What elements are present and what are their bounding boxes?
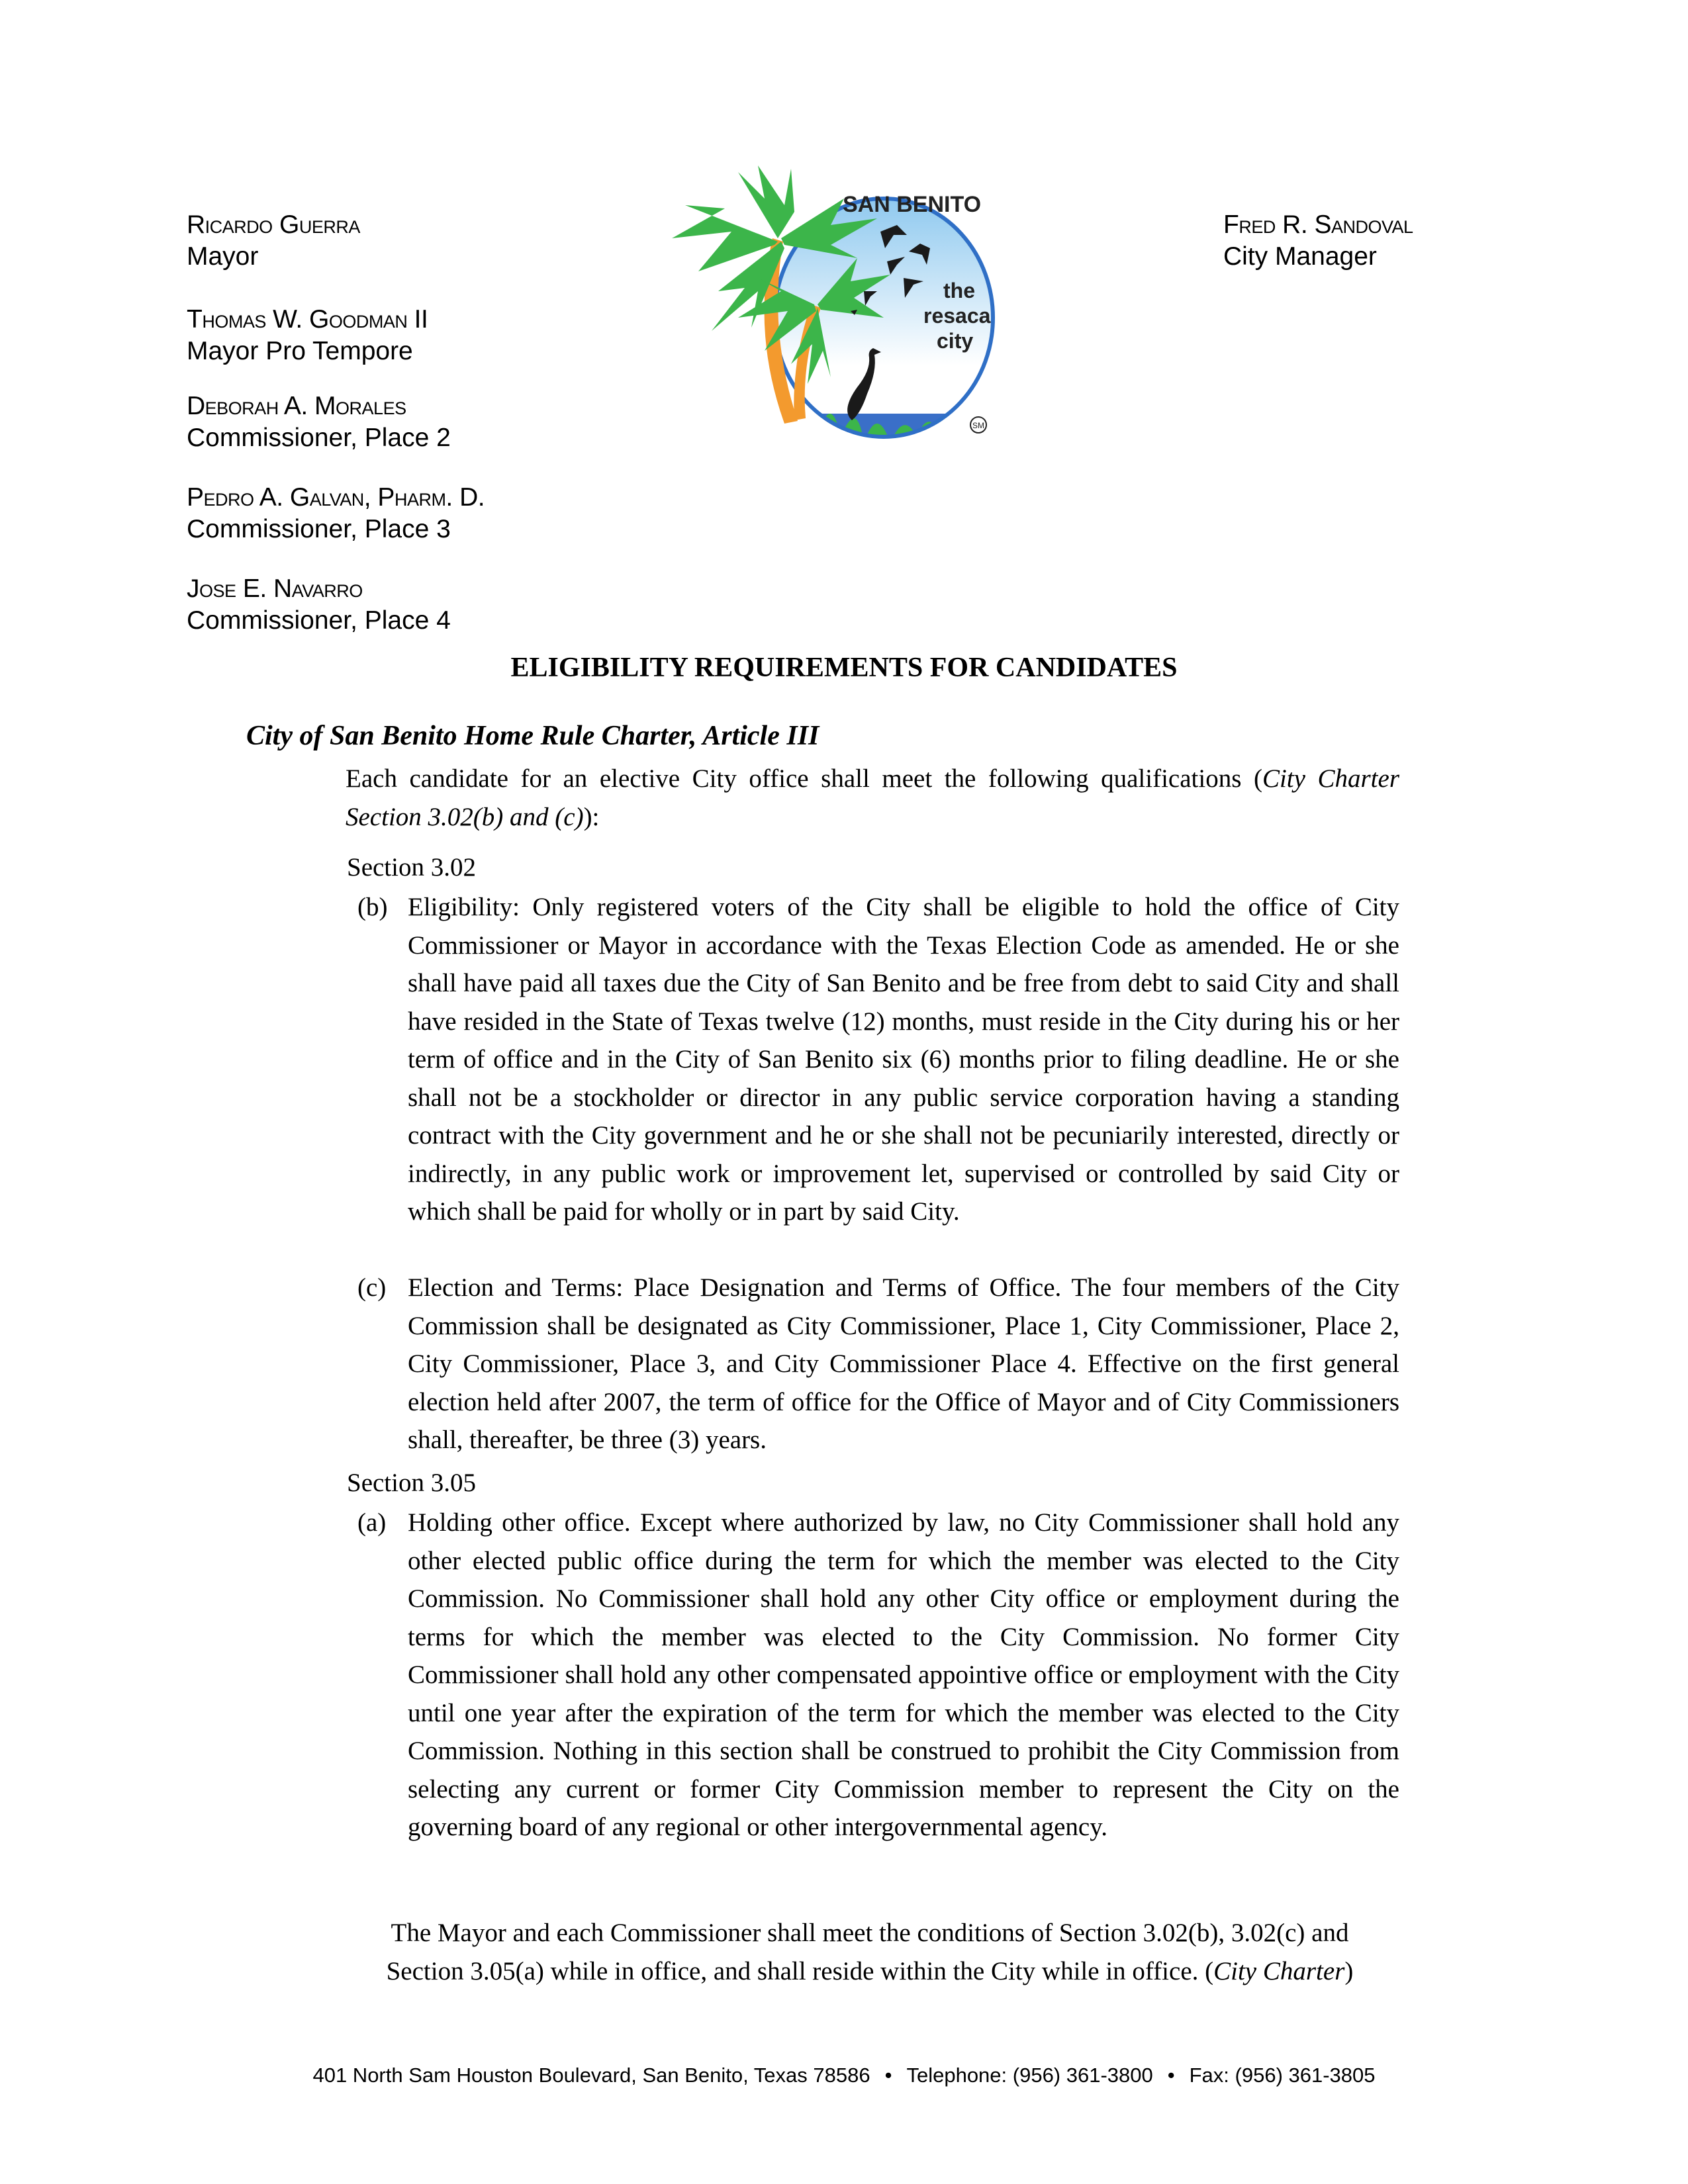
section-item-3-02-b (357, 888, 1399, 1231)
city-logo (659, 159, 1016, 457)
manager-name: Fred R. Sandoval (1223, 210, 1413, 239)
section-label: Section 3.02 (347, 853, 476, 882)
intro-text: Each candidate for an elective City office shall meet the following qualifications ( (346, 764, 1262, 793)
charter-heading: City of San Benito Home Rule Charter, Article III (246, 721, 820, 751)
official-mayor-pro-tempore (187, 304, 428, 367)
official-commissioner-place-3 (187, 482, 485, 545)
official-name: Thomas W. Goodman II (187, 305, 428, 334)
footer-address: 401 North Sam Houston Boulevard, San Benito, Texas 78586 (312, 2064, 870, 2087)
closing-line-2 (340, 1952, 1399, 1991)
footer (0, 2064, 1688, 2087)
official-title: Commissioner, Place 4 (187, 606, 451, 635)
official-title: Commissioner, Place 2 (187, 424, 451, 452)
section-item-3-05-a (357, 1504, 1399, 1846)
section-label: Section 3.05 (347, 1469, 476, 1497)
bullet-separator-icon: • (1167, 2064, 1175, 2087)
svg-text:SAN BENITO: SAN BENITO (843, 192, 982, 217)
item-marker: (a) (357, 1508, 387, 1537)
item-text: Eligibility: Only registered voters of the City shall be eligible to hold the office of City Commissioner or Mayor in accordance with the Texas Election Code as amended. He or she shall have paid all taxes due the City of San Benito and be free from debt to said City and shall have resided in the State of Texas twelve (12) months, must reside in the City during his or her term of office and in the City of San Benito six (6) months prior to filing deadline. He or she shall not be a stockholder or director in any public service corporation having a standing contract with the City government and he or she shall not be pecuniarily interested, directly or indirectly, in any public work or improvement let, supervised or controlled by said City or which shall be paid for wholly or in part by said City. (408, 893, 1399, 1226)
footer-telephone: Telephone: (956) 361-3800 (906, 2064, 1153, 2087)
svg-text:city: city (937, 329, 974, 353)
svg-text:SM: SM (972, 421, 984, 430)
svg-text:the: the (943, 279, 975, 302)
official-name: Jose E. Navarro (187, 574, 363, 603)
svg-text:resaca: resaca (923, 304, 991, 328)
intro-suffix: ): (583, 802, 600, 831)
official-name: Deborah A. Morales (187, 392, 406, 420)
official-commissioner-place-2 (187, 390, 451, 454)
closing-citation: City Charter (1213, 1956, 1345, 1985)
official-mayor (187, 209, 360, 273)
footer-fax: Fax: (956) 361-3805 (1189, 2064, 1376, 2087)
item-text: Election and Terms: Place Designation and Terms of Office. The four members of the City Commission shall be designated as City Commissioner, Place 1, City Commissioner, Place 2, City Commissioner, Place 3, and City Commissioner Place 4. Effective on the first general election held after 2007, the term of office for the Office of Mayor and of City Commissioners shall, thereafter, be three (3) years. (408, 1273, 1399, 1454)
item-marker: (b) (357, 893, 388, 921)
item-text: Holding other office. Except where authorized by law, no City Commissioner shall hold any other elected public office during the term for which the member was elected to the City Commission. No Commissioner shall hold any other City office or employment during the terms for which the member was elected to the City Commission. No former City Commissioner shall hold any other compensated appointive office or employment with the City until one year after the expiration of the term for which the member was elected to the City Commission. Nothing in this section shall be construed to prohibit the City Commission from selecting any current or former City Commission member to represent the City on the governing board of any regional or other intergovernmental agency. (408, 1508, 1399, 1841)
intro-citation: City Charter Section 3.02(b) and (c) (346, 764, 1399, 831)
intro-paragraph (346, 760, 1399, 836)
bullet-separator-icon: • (884, 2064, 892, 2087)
manager-title: City Manager (1223, 242, 1377, 271)
closing-paragraph (340, 1914, 1399, 1990)
city-manager (1223, 209, 1413, 273)
closing-suffix: ) (1344, 1956, 1354, 1985)
item-marker: (c) (357, 1273, 387, 1302)
official-title: Mayor Pro Tempore (187, 337, 413, 365)
document-title: ELIGIBILITY REQUIREMENTS FOR CANDIDATES (510, 653, 1178, 683)
official-title: Mayor (187, 242, 259, 271)
closing-line-1: The Mayor and each Commissioner shall meet the conditions of Section 3.02(b), 3.02(c) and (391, 1919, 1349, 1947)
closing-line-2-text: Section 3.05(a) while in office, and shall reside within the City while in office. ( (386, 1956, 1214, 1985)
official-name: Pedro A. Galvan, Pharm. D. (187, 483, 485, 512)
official-title: Commissioner, Place 3 (187, 515, 451, 543)
official-name: Ricardo Guerra (187, 210, 360, 239)
official-commissioner-place-4 (187, 573, 451, 637)
city-logo-icon (659, 159, 1016, 457)
section-item-3-02-c (357, 1269, 1399, 1459)
